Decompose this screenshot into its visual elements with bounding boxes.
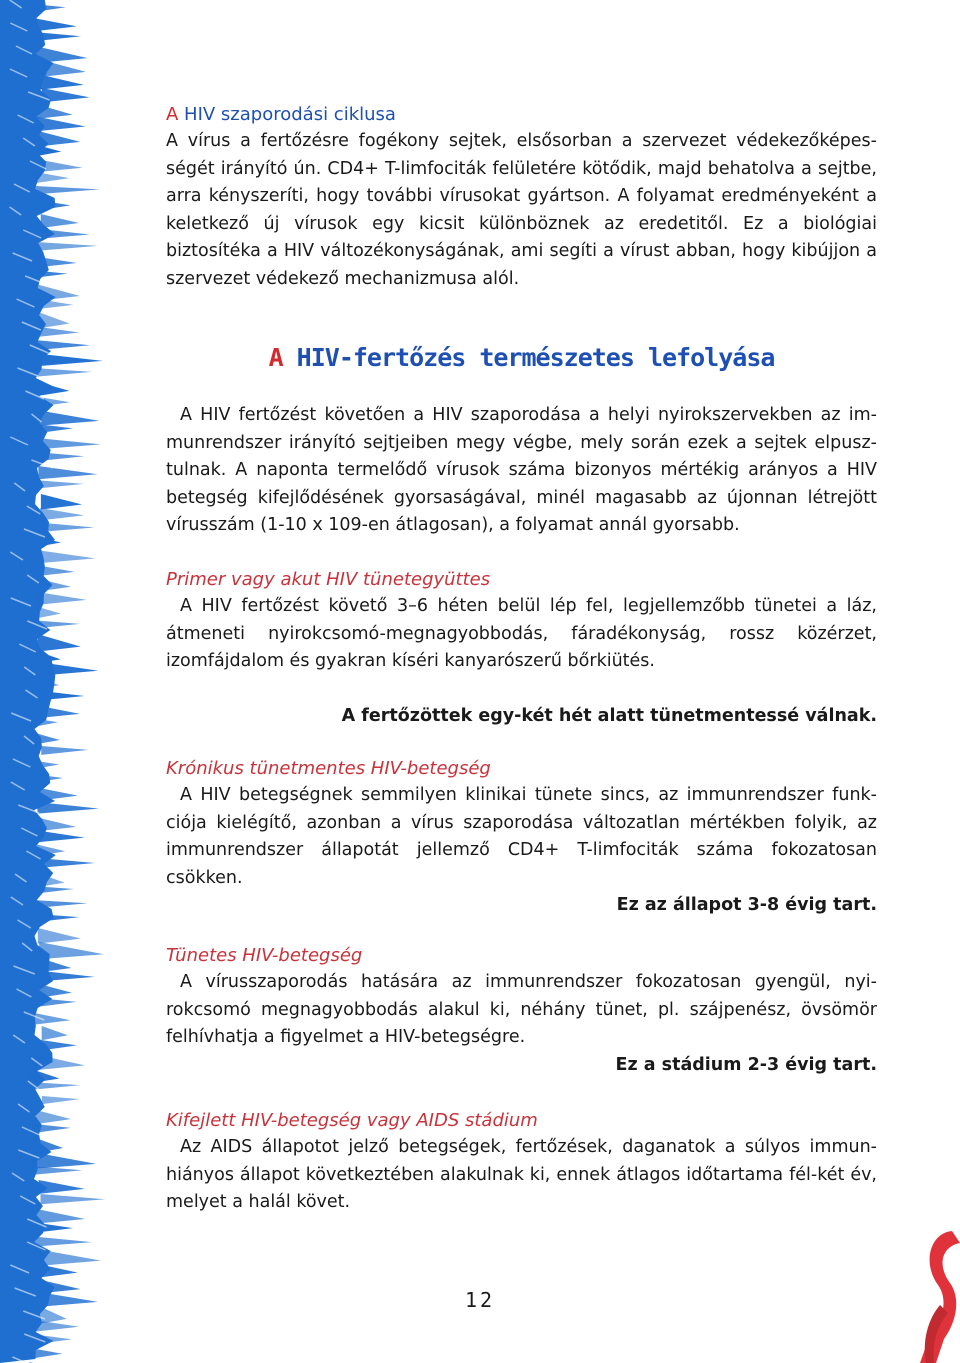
section-replication-cycle	[166, 101, 877, 293]
section-heading: A HIV szaporodási ciklusa	[166, 104, 396, 125]
page-number: 12	[464, 1288, 496, 1312]
stage-heading: Primer vagy akut HIV tünetegyüttes	[166, 569, 491, 590]
stage-aids	[166, 1107, 877, 1217]
stage-note: Ez a stádium 2-3 évig tart.	[615, 1054, 877, 1075]
red-ribbon-icon	[900, 1223, 960, 1363]
section-body: A HIV fertőzést követően a HIV szaporodása a helyi nyirokszervekben az immunrendszer irányító sejtjeiben megy végbe, mely során ezek a sejtek elpusztulnak. A naponta termelődő vírusok száma bizonyos mértékig arányos a HIV betegség kifejlődésének gyorsaságával, minél magasabb az újonnan létrejött vírusszám (1-10 x 109-en átlagosan), a folyamat annál gyorsabb.	[166, 405, 877, 535]
section-body: A vírus a fertőzésre fogékony sejtek, elsősorban a szervezet védekezőképességét irányító ún. CD4+ T-limfociták felületére kötődik, majd behatolva a sejtbe, arra kényszeríti, hogy további vírusokat gyártson. A folyamat eredményeként a keletkező új vírusok egy kicsit különböznek az eredetitől. Ez a biológiai biztosítéka a HIV változékonyságának, ami segíti a vírust abban, hogy kibújjon a szervezet védekező mechanizmusa alól.	[166, 131, 877, 289]
stage-body: A vírusszaporodás hatására az immunrendszer fokozatosan gyengül, nyirokcsomó megnagyobbodás alakul ki, néhány tünet, pl. szájpenész, övsömör felhívhatja a figyelmet a HIV-betegségre.	[166, 972, 877, 1047]
stage-note: A fertőzöttek egy-két hét alatt tünetmentessé válnak.	[341, 705, 877, 726]
section-natural-course	[166, 402, 877, 540]
stage-heading: Tünetes HIV-betegség	[166, 945, 363, 966]
stage-heading: Krónikus tünetmentes HIV-betegség	[166, 758, 491, 779]
page-title: A HIV-fertőzés természetes lefolyása	[268, 343, 775, 372]
stage-symptomatic	[166, 942, 877, 1079]
stage-note: Ez az állapot 3-8 évig tart.	[616, 895, 877, 915]
stage-chronic	[166, 755, 877, 920]
blue-brush-border	[0, 0, 110, 1363]
stage-body: A HIV fertőzést követő 3–6 héten belül lép fel, legjellemzőbb tünetei a láz, átmeneti nyirokcsomó-megnagyobbodás, fáradékonyság, rossz közérzet, izomfájdalom és gyakran kíséri kanyarószerű bőrkiütés.	[166, 596, 877, 671]
stage-heading: Kifejlett HIV-betegség vagy AIDS stádium	[166, 1110, 538, 1131]
stage-body: Az AIDS állapotot jelző betegségek, fertőzések, daganatok a súlyos immunhiányos állapot következtében alakulnak ki, ennek átlagos időtartama fél-két év, melyet a halál követ.	[166, 1137, 877, 1212]
stage-primary	[166, 566, 877, 730]
stage-body: A HIV betegségnek semmilyen klinikai tünete sincs, az immunrendszer funkciója kielégítő, azonban a vírus szaporodása változatlan mértékben folyik, az immunrendszer állapotát jellemző CD4+ T-limfociták száma fokozatosan csökken.	[166, 785, 877, 888]
